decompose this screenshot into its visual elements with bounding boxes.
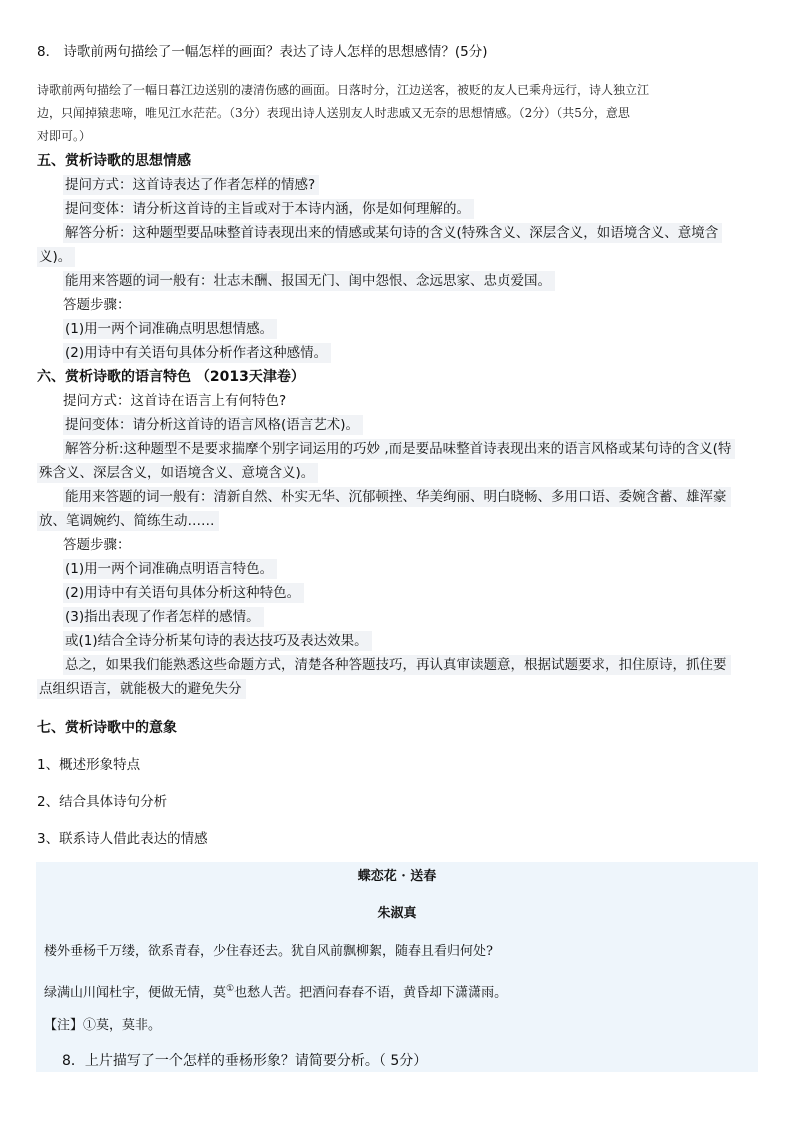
body-line: (1)用一两个词准确点明语言特色。 [63, 559, 277, 579]
poem-box [36, 862, 758, 1072]
answer-line: 诗歌前两句描绘了一幅日暮江边送别的凄清伤感的画面。日落时分，江边送客，被贬的友人已乘舟远行，诗人独立江 [37, 83, 650, 97]
body-line: 放、笔调婉约、简练生动…… [37, 511, 219, 531]
poem-title: 蝶恋花 · 送春 [357, 869, 437, 884]
body-line: 提问变体：请分析这首诗的主旨或对于本诗内涵，你是如何理解的。 [63, 199, 474, 219]
body-line: (1)用一两个词准确点明思想情感。 [63, 319, 277, 339]
body-line: 总之，如果我们能熟悉这些命题方式，清楚各种答题技巧，再认真审读题意，根据试题要求，扣住原诗，抓住要 [63, 655, 731, 675]
body-line: 或(1)结合全诗分析某句诗的表达技巧及表达效果。 [63, 631, 372, 651]
body-line: 殊含义、深层含义，如语境含义、意境含义)。 [37, 463, 318, 483]
section-heading: 六、赏析诗歌的语言特色 （2013天津卷） [37, 369, 305, 385]
body-line: 答题步骤： [63, 537, 131, 553]
poem-line: 楼外垂杨千万缕，欲系青春，少住春还去。犹自风前飘柳絮，随春且看归何处? [44, 944, 493, 959]
answer-line: 对即可。） [37, 129, 92, 143]
body-line: 能用来答题的词一般有：清新自然、朴实无华、沉郁顿挫、华美绚丽、明白晓畅、多用口语、委婉含蓄、雄浑豪 [63, 487, 731, 507]
body-line: 答题步骤： [63, 297, 131, 313]
body-line: (3)指出表现了作者怎样的感情。 [63, 607, 264, 627]
body-line: 提问方式：这首诗表达了作者怎样的情感? [63, 175, 319, 195]
poem-note: 【注】①莫，莫非。 [44, 1018, 162, 1033]
list-item: 3、联系诗人借此表达的情感 [37, 831, 208, 847]
poem-question: 8．上片描写了一个怎样的垂杨形象？请简要分析。（ 5分） [62, 1053, 428, 1069]
body-line: 解答分析:这种题型不是要求揣摩个别字词运用的巧妙 ,而是要品味整首诗表现出来的语言风格或某句诗的含义(特 [63, 439, 735, 459]
body-line: 义)。 [37, 247, 75, 267]
section-heading: 七、赏析诗歌中的意象 [37, 720, 177, 736]
answer-line: 边，只闻掉猿悲啼，唯见江水茫茫。（3分）表现出诗人送别友人时悲戚又无奈的思想情感。（2分）（共5分，意思 [37, 106, 630, 120]
poem-author: 朱淑真 [377, 906, 417, 921]
list-item: 1、概述形象特点 [37, 757, 141, 773]
body-line: 点组织语言，就能极大的避免失分 [37, 679, 246, 699]
body-line: 解答分析：这种题型要品味整首诗表现出来的情感或某句诗的含义(特殊含义、深层含义，如语境含义、意境含 [63, 223, 722, 243]
body-line: 提问方式：这首诗在语言上有何特色? [63, 393, 287, 409]
poem-line: 绿满山川闻杜宇，便做无情，莫①也愁人苦。把酒问春春不语，黄昏却下潇潇雨。 [44, 984, 508, 1001]
question-8: 8． 诗歌前两句描绘了一幅怎样的画面？表达了诗人怎样的思想感情？(5分) [37, 44, 488, 60]
list-item: 2、结合具体诗句分析 [37, 794, 168, 810]
body-line: 提问变体：请分析这首诗的语言风格(语言艺术)。 [63, 415, 363, 435]
section-heading: 五、赏析诗歌的思想情感 [37, 153, 191, 169]
body-line: (2)用诗中有关语句具体分析这种特色。 [63, 583, 304, 603]
footnote-marker: ① [226, 984, 235, 994]
body-line: (2)用诗中有关语句具体分析作者这种感情。 [63, 343, 331, 363]
body-line: 能用来答题的词一般有：壮志未酬、报国无门、闺中怨恨、念远思家、忠贞爱国。 [63, 271, 555, 291]
